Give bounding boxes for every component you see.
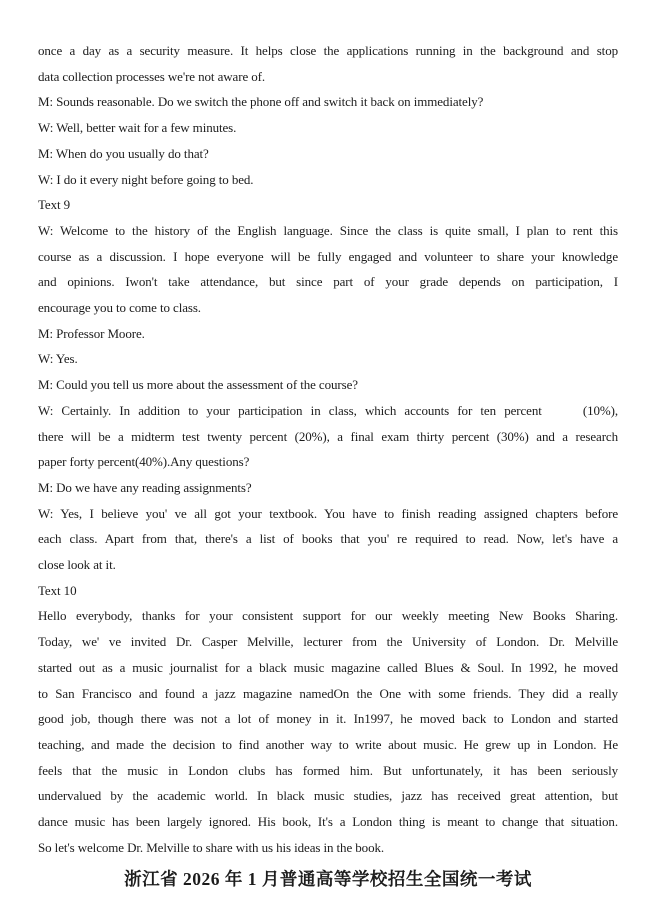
transcript-line: encourage you to come to class. bbox=[38, 300, 201, 316]
transcript-body bbox=[38, 38, 618, 861]
transcript-line: M: Do we have any reading assignments? bbox=[38, 479, 252, 495]
transcript-line: data collection processes we're not aware of. bbox=[38, 68, 266, 84]
transcript-line: M: Sounds reasonable. Do we switch the phone off and switch it back on immediately? bbox=[38, 94, 484, 110]
transcript-line: Text 10 bbox=[38, 582, 77, 598]
transcript-line: Text 9 bbox=[38, 197, 71, 213]
transcript-line: W: Welcome to the history of the English language. Since the class is quite small, I plan to rent this bbox=[38, 222, 618, 238]
transcript-line: paper forty percent(40%).Any questions? bbox=[38, 454, 250, 470]
transcript-line: feels that the music in London clubs has formed him. But unfortunately, it has been seriously bbox=[38, 762, 618, 778]
transcript-line: So let's welcome Dr. Melville to share with us his ideas in the book. bbox=[38, 839, 385, 855]
transcript-line: undervalued by the academic world. In black music studies, jazz has received great attention, but bbox=[38, 788, 618, 804]
transcript-line: course as a discussion. I hope everyone will be fully engaged and volunteer to share your knowledge bbox=[38, 248, 618, 264]
transcript-line: W: I do it every night before going to bed. bbox=[38, 171, 254, 187]
transcript-line: once a day as a security measure. It helps close the applications running in the background and stop bbox=[38, 43, 618, 58]
transcript-line: good job, though there was not a lot of money in it. In1997, he moved back to London and started bbox=[38, 711, 618, 727]
transcript-line: W: Yes, I believe you' ve all got your textbook. You have to finish reading assigned chapters before bbox=[38, 505, 618, 521]
transcript-line: to San Francisco and found a jazz magazine namedOn the One with some friends. They did a really bbox=[38, 685, 618, 701]
transcript-line: W: Yes. bbox=[38, 351, 78, 367]
transcript-line: W: Certainly. In addition to your participation in class, which accounts for ten percent (10%), bbox=[38, 402, 618, 418]
transcript-line: M: When do you usually do that? bbox=[38, 145, 209, 161]
transcript-line: each class. Apart from that, there's a list of books that you' re required to read. Now, let's have a bbox=[38, 531, 618, 547]
transcript-line: Today, we' ve invited Dr. Casper Melville, lecturer from the University of London. Dr. Melville bbox=[38, 634, 618, 650]
transcript-line: dance music has been largely ignored. His book, It's a London thing is meant to change that situation. bbox=[38, 814, 618, 830]
transcript-line: M: Could you tell us more about the assessment of the course? bbox=[38, 377, 358, 393]
transcript-line: W: Well, better wait for a few minutes. bbox=[38, 120, 237, 136]
transcript-line: and opinions. Iwon't take attendance, but since part of your grade depends on participation, I bbox=[38, 274, 618, 290]
transcript-line: close look at it. bbox=[38, 557, 116, 573]
exam-title-footer: 浙江省 2026 年 1 月普通高等学校招生全国统一考试 bbox=[124, 868, 532, 889]
transcript-line: Hello everybody, thanks for your consistent support for our weekly meeting New Books Sharing. bbox=[38, 608, 618, 624]
transcript-line: teaching, and made the decision to find another way to write about music. He grew up in London. He bbox=[38, 736, 618, 752]
transcript-line: started out as a music journalist for a black music magazine called Blues & Soul. In 1992, he moved bbox=[38, 659, 618, 675]
transcript-line: M: Professor Moore. bbox=[38, 325, 145, 341]
transcript-line: there will be a midterm test twenty percent (20%), a final exam thirty percent (30%) and a research bbox=[38, 428, 618, 444]
